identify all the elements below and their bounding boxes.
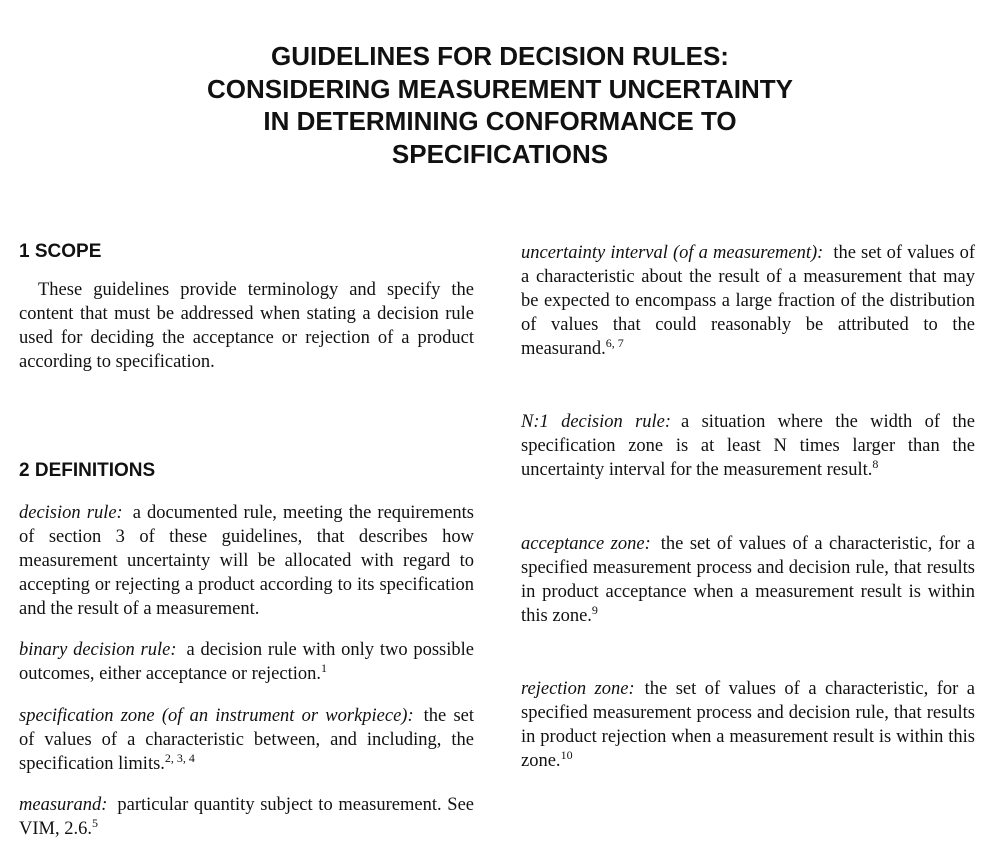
scope-paragraph: These guidelines provide terminology and specify the content that must be addressed when stating a decision rule used for deciding the acceptance or rejection of a product according to specification. [19,280,474,372]
footnote-ref: 8 [872,457,879,471]
definition-text: the set of values of a characteristic between, and including, the specification limits. [19,706,474,774]
definition-text: a decision rule with only two possible outcomes, either acceptance or rejection. [19,640,474,684]
definition-term: rejection zone: [521,679,635,699]
title-line: SPECIFICATIONS [391,138,609,169]
title-line: CONSIDERING MEASUREMENT UNCERTAINTY [207,73,793,104]
definition-acceptance-zone [521,532,975,628]
footnote-ref: 1 [321,661,328,675]
definition-binary-decision-rule [19,638,474,686]
definition-uncertainty-interval [521,241,975,361]
definition-term: N:1 decision rule: [521,412,672,432]
definition-term: acceptance zone: [521,534,651,554]
definition-term: uncertainty interval (of a measurement): [521,243,824,263]
definition-n1-decision-rule [521,410,975,482]
definition-text: a documented rule, meeting the requirements of section 3 of these guidelines, that describes how measurement uncertainty will be allocated with regard to accepting or rejecting a product according to its specification and the result of a measurement. [19,503,474,619]
scope-heading: 1 SCOPE [19,241,102,262]
footnote-ref: 5 [91,816,98,830]
title-line: GUIDELINES FOR DECISION RULES: [271,41,729,71]
footnote-ref: 9 [591,603,598,617]
footnote-ref: 6, 7 [605,336,624,350]
definition-text: particular quantity subject to measurement. See VIM, 2.6. [19,795,474,839]
definition-term: measurand: [19,795,108,815]
definition-term: specification zone (of an instrument or workpiece): [19,706,414,726]
definition-text: the set of values of a characteristic, for a specified measurement process and decision rule, that results in product rejection when a measurement result is within this zone. [521,679,976,771]
definition-term: binary decision rule: [19,640,177,660]
definition-measurand [19,793,474,841]
definition-text: the set of values of a characteristic, for a specified measurement process and decision rule, that results in product acceptance when a measurement result is within this zone. [521,534,975,626]
definition-term: decision rule: [19,503,123,523]
definition-text: a situation where the width of the specification zone is at least N times larger than the uncertainty interval for the measurement result. [521,412,975,480]
definition-rejection-zone [521,677,975,773]
definition-text: the set of values of a characteristic about the result of a measurement that may be expected to encompass a large fraction of the distribution of values that could reasonably be attributed to the measurand. [521,243,975,359]
footnote-ref: 2, 3, 4 [164,751,195,765]
footnote-ref: 10 [560,748,573,762]
definition-decision-rule [19,501,474,621]
document-title [0,40,1000,170]
definitions-heading: 2 DEFINITIONS [19,460,156,481]
title-line: IN DETERMINING CONFORMANCE TO [263,106,737,136]
definition-specification-zone [19,704,474,776]
